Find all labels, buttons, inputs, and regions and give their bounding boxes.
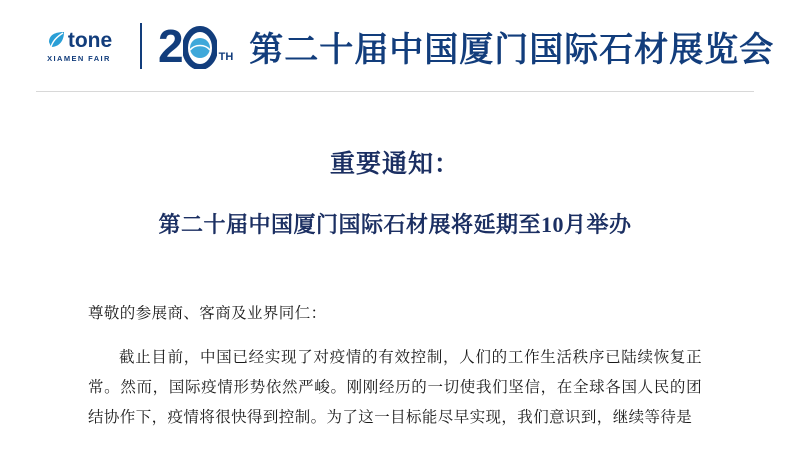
page-header <box>0 0 790 92</box>
header-title: 第二十届中国厦门国际石材展览会 <box>249 31 775 69</box>
header-rule <box>36 91 754 92</box>
stone-xiamen-fair-logo <box>36 30 122 63</box>
anniversary-number <box>158 20 217 72</box>
salutation: 尊敬的参展商、客商及业界同仁： <box>88 305 327 322</box>
stone-leaf-icon <box>46 30 67 51</box>
header-divider <box>140 23 142 69</box>
notice-title: 重要通知： <box>329 151 460 178</box>
anniversary-digit-two: 2 <box>158 20 183 72</box>
anniversary-suffix: TH <box>218 51 234 63</box>
anniversary-digit-zero <box>183 23 217 69</box>
logo-subtitle: XIAMEN FAIR <box>47 53 111 63</box>
anniversary-mark <box>158 20 234 72</box>
logo-wordmark-text: tone <box>67 28 113 52</box>
body-paragraph-1: 截止目前，中国已经实现了对疫情的有效控制，人们的工作生活秩序已陆续恢复正常。然而，国际疫情形势依然严峻。刚刚经历的一切使我们坚信，在全球各国人民的团结协作下，疫情将很快得到控制。为了这一目标能尽早实现，我们意识到，继续等待是 <box>88 349 702 426</box>
logo-wordmark <box>46 30 112 51</box>
notice-subtitle: 第二十届中国厦门国际石材展将延期至10月举办 <box>158 212 632 237</box>
document-body <box>0 144 790 433</box>
